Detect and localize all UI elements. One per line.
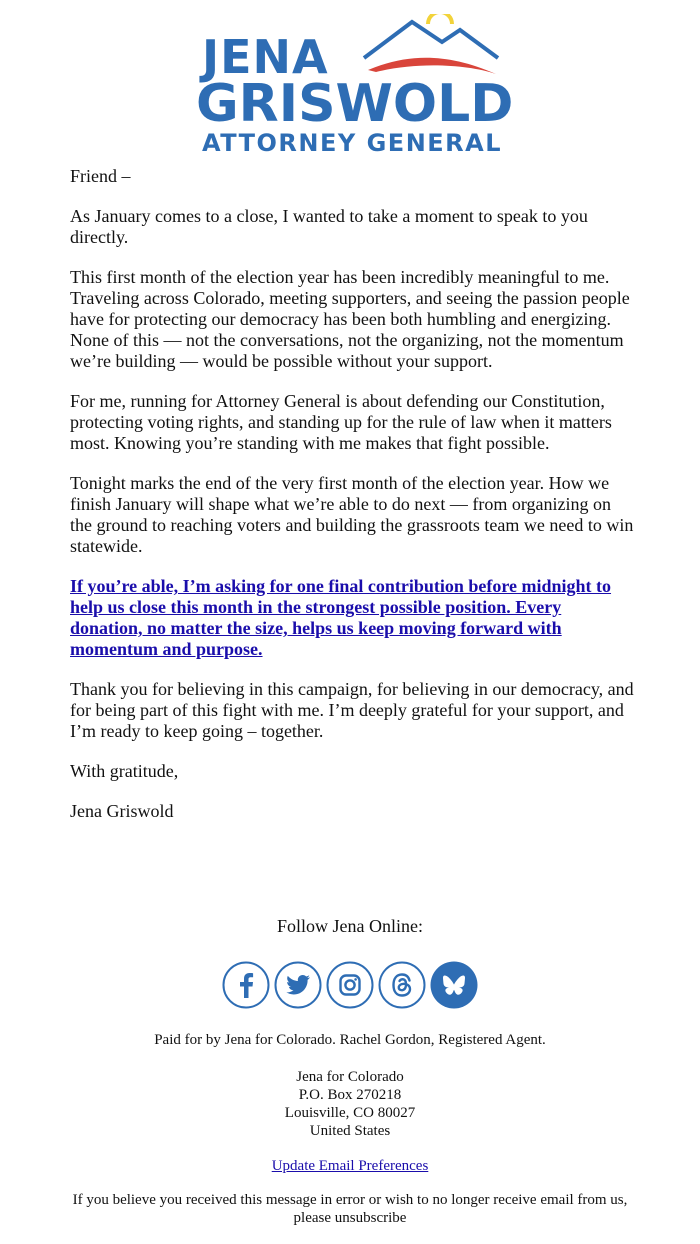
facebook-icon[interactable]	[222, 961, 270, 1009]
instagram-icon[interactable]	[326, 961, 374, 1009]
mailing-address	[0, 1068, 700, 1140]
greeting: Friend –	[70, 166, 131, 186]
address-line: Jena for Colorado	[296, 1069, 404, 1085]
update-email-preferences-link[interactable]: Update Email Preferences	[271, 1158, 429, 1174]
follow-heading: Follow Jena Online:	[277, 916, 423, 936]
social-links	[0, 961, 700, 1009]
logo-name-first: JENA	[202, 30, 329, 84]
address-line: P.O. Box 270218	[298, 1087, 402, 1103]
address-line: United States	[309, 1123, 391, 1139]
twitter-icon[interactable]	[274, 961, 322, 1009]
donate-link[interactable]: If you’re able, I’m asking for one final contribution before midnight to help us close this month in the strongest possible position. Every donation, no matter the size, helps us keep moving forward with momentum and purpose.	[70, 576, 612, 659]
threads-icon[interactable]	[378, 961, 426, 1009]
paragraph-running: For me, running for Attorney General is about defending our Constitution, protecting voting rights, and standing up for the rule of law when it matters most. Knowing you’re standing with me makes that fight possible.	[70, 391, 612, 453]
address-line: Louisville, CO 80027	[284, 1105, 416, 1121]
paid-for-disclaimer: Paid for by Jena for Colorado. Rachel Gordon, Registered Agent.	[154, 1032, 546, 1048]
bluesky-icon[interactable]	[430, 961, 478, 1009]
mountains-logo-icon	[356, 14, 506, 86]
letter-body	[70, 166, 635, 841]
unsubscribe-notice[interactable]: If you believe you received this message in error or wish to no longer receive email from us, please unsubscribe	[72, 1192, 628, 1226]
closing: With gratitude,	[70, 761, 179, 781]
paragraph-thanks: Thank you for believing in this campaign, for believing in our democracy, and for being part of this fight with me. I’m deeply grateful for your support, and I’m ready to keep going – together.	[70, 679, 634, 741]
cta-paragraph	[70, 576, 635, 660]
paragraph-intro: As January comes to a close, I wanted to take a moment to speak to you directly.	[70, 206, 588, 247]
logo-name-last: GRISWOLD	[196, 74, 514, 134]
paragraph-first-month: This first month of the election year has been incredibly meaningful to me. Traveling across Colorado, meeting supporters, and seeing the passion people have for protecting our democracy has been both humbling and energizing. None of this — not the conversations, not the organizing, not the momentum we’re building — would be possible without your support.	[70, 267, 630, 371]
campaign-logo	[196, 14, 514, 157]
email-footer	[0, 915, 700, 1227]
paragraph-tonight: Tonight marks the end of the very first month of the election year. How we finish January will shape what we’re able to do next — from organizing on the ground to reaching voters and building the grassroots team we need to win statewide.	[70, 473, 634, 556]
signature: Jena Griswold	[70, 801, 174, 821]
logo-office-title: ATTORNEY GENERAL	[202, 129, 503, 157]
preferences-row	[0, 1157, 700, 1175]
